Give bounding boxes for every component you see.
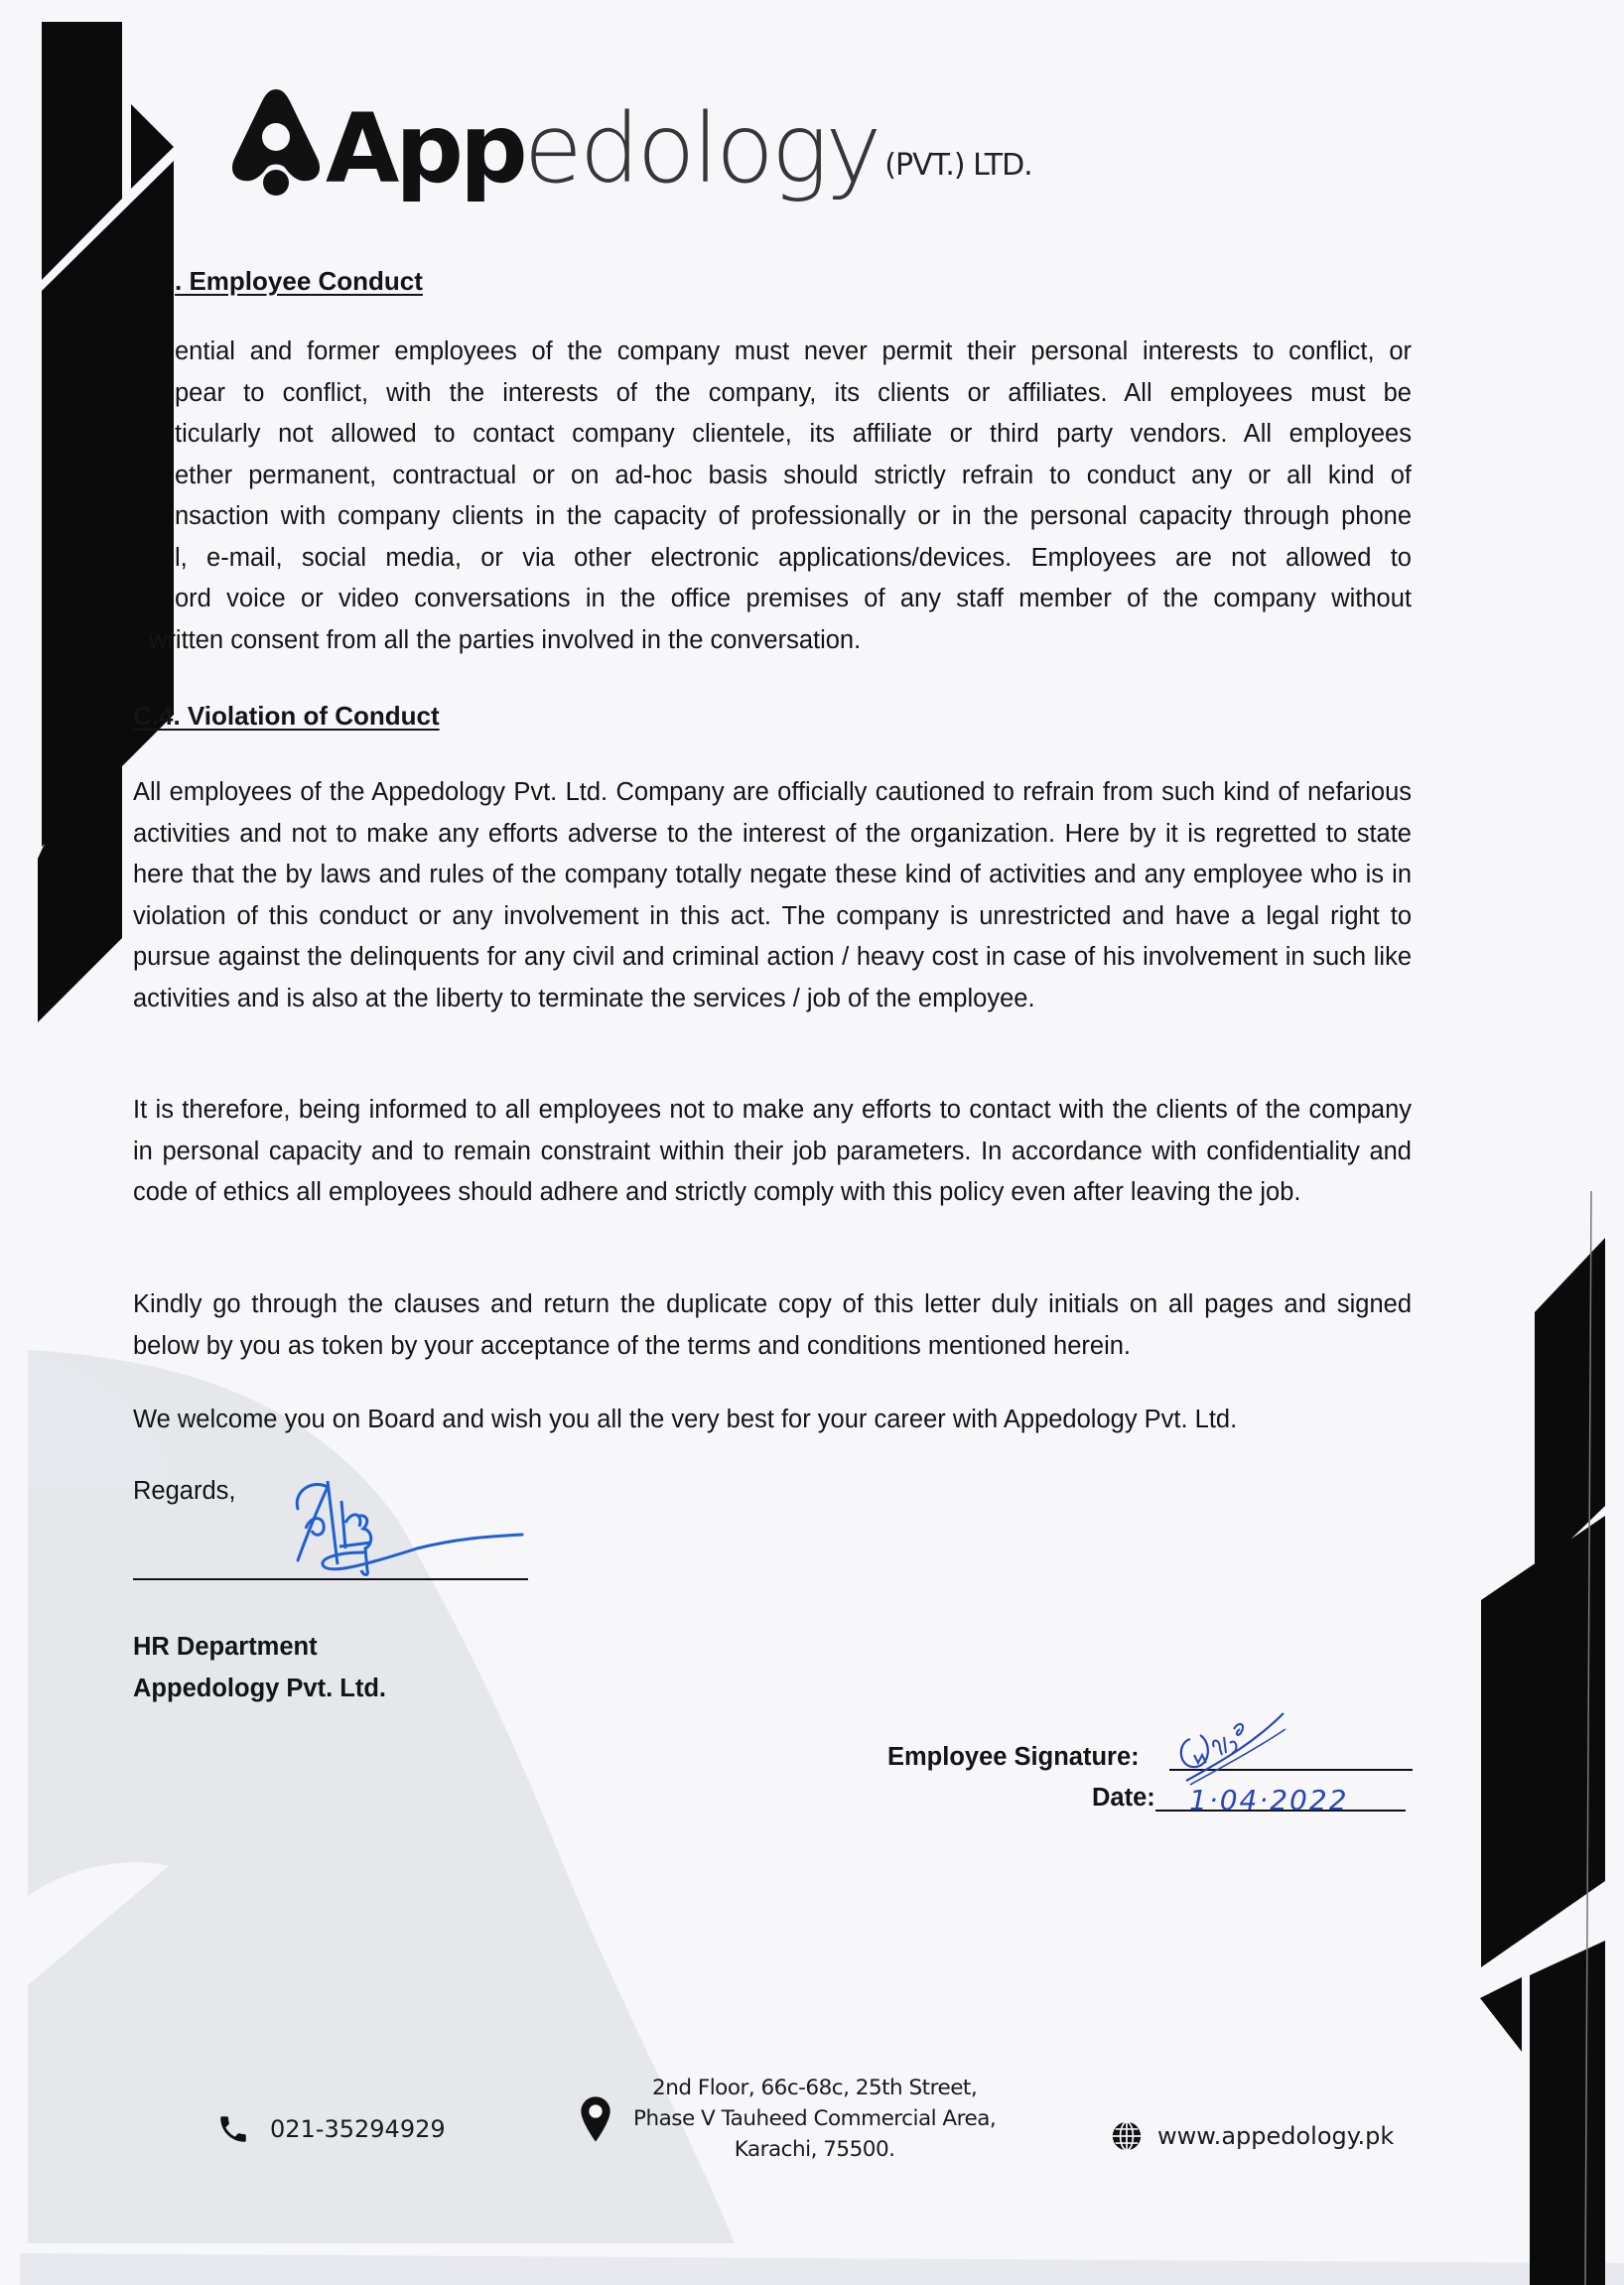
company-logo	[230, 77, 1032, 204]
hr-signature	[129, 1469, 546, 1588]
paragraph-line: written consent from all the parties involved in the conversation.	[149, 625, 862, 654]
address-line: 2nd Floor, 66c-68c, 25th Street,	[652, 2076, 978, 2100]
paragraph-line: ential and former employees of the company must never permit their personal interests to conflict, or	[175, 337, 1412, 365]
employee-signature	[1166, 1699, 1305, 1789]
logo-suffix: (PVT.) LTD.	[884, 148, 1032, 183]
section-heading-violation-of-conduct: C.4. Violation of Conduct	[133, 701, 440, 731]
globe-icon	[1110, 2119, 1144, 2153]
signatory-department: HR Department	[133, 1633, 318, 1661]
paragraph-line: ether permanent, contractual or on ad-hoc basis should strictly refrain to conduct any or all kind of	[175, 461, 1412, 489]
date-label: Date:	[1092, 1784, 1155, 1812]
phone-number[interactable]: 021-35294929	[270, 2115, 446, 2143]
logo-text-light: edology	[523, 93, 880, 204]
paragraph-line: pear to conflict, with the interests of the company, its clients or affiliates. All employees must be	[175, 378, 1412, 407]
paragraph-line: l, e-mail, social media, or via other electronic applications/devices. Employees are not allowed to	[175, 543, 1412, 572]
informed-paragraph: It is therefore, being informed to all employees not to make any efforts to contact with the clients of the company in personal capacity and to remain constraint within their job parameters. In accordance with confidentiality and code of ethics all employees should adhere and strictly comply with this policy even after leaving the job.	[133, 1096, 1412, 1206]
hr-signature-line	[133, 1578, 528, 1580]
date-value[interactable]: 1·04·2022	[1189, 1784, 1349, 1816]
right-bar-triangle	[1480, 1977, 1522, 2052]
address-line: Karachi, 75500.	[734, 2137, 895, 2162]
footer-phone	[216, 2112, 446, 2146]
appedology-a-mark-icon	[230, 85, 322, 197]
signatory-block	[133, 1626, 386, 1709]
footer-website	[1110, 2119, 1394, 2153]
regards-text: Regards,	[133, 1477, 236, 1505]
clauses-paragraph: Kindly go through the clauses and return the duplicate copy of this letter duly initials on all pages and signed below by you as token by your acceptance of the terms and conditions mentioned herein.	[133, 1290, 1412, 1360]
address-text	[633, 2073, 996, 2165]
right-bar-bottom	[1530, 1941, 1605, 2285]
signatory-company: Appedology Pvt. Ltd.	[133, 1675, 386, 1702]
logo-text-bold: App	[326, 93, 524, 204]
phone-icon	[216, 2112, 250, 2146]
welcome-paragraph: We welcome you on Board and wish you all the very best for your career with Appedology Pvt. Ltd.	[133, 1406, 1238, 1433]
paragraph-line: ticularly not allowed to contact company clientele, its affiliate or third party vendors. All employees	[175, 420, 1412, 448]
map-pin-icon	[580, 2095, 611, 2143]
address-line: Phase V Tauheed Commercial Area,	[633, 2106, 997, 2131]
section-heading-employee-conduct: . Employee Conduct	[175, 266, 423, 296]
footer-address	[580, 2073, 996, 2165]
paragraph-line: ord voice or video conversations in the office premises of any staff member of the company without	[175, 585, 1412, 612]
right-bar-middle	[1481, 1516, 1605, 1967]
paragraph-line: nsaction with company clients in the capacity of professionally or in the personal capacity through phone	[175, 502, 1412, 530]
employee-signature-label: Employee Signature:	[887, 1743, 1140, 1771]
violation-paragraph: All employees of the Appedology Pvt. Ltd. Company are officially cautioned to refrain from such kind of nefarious activities and not to make any efforts adverse to the interest of the organization. Here by it is regretted to state here that the by laws and rules of the company totally negate these kind of activities and any employee who is in violation of this conduct or any involvement in this act. The company is unrestricted and have a legal right to pursue against the delinquents for any civil and criminal action / heavy cost in case of his involvement in such like activities and is also at the liberty to terminate the services / job of the employee.	[133, 778, 1412, 1012]
website-link[interactable]: www.appedology.pk	[1157, 2122, 1395, 2150]
